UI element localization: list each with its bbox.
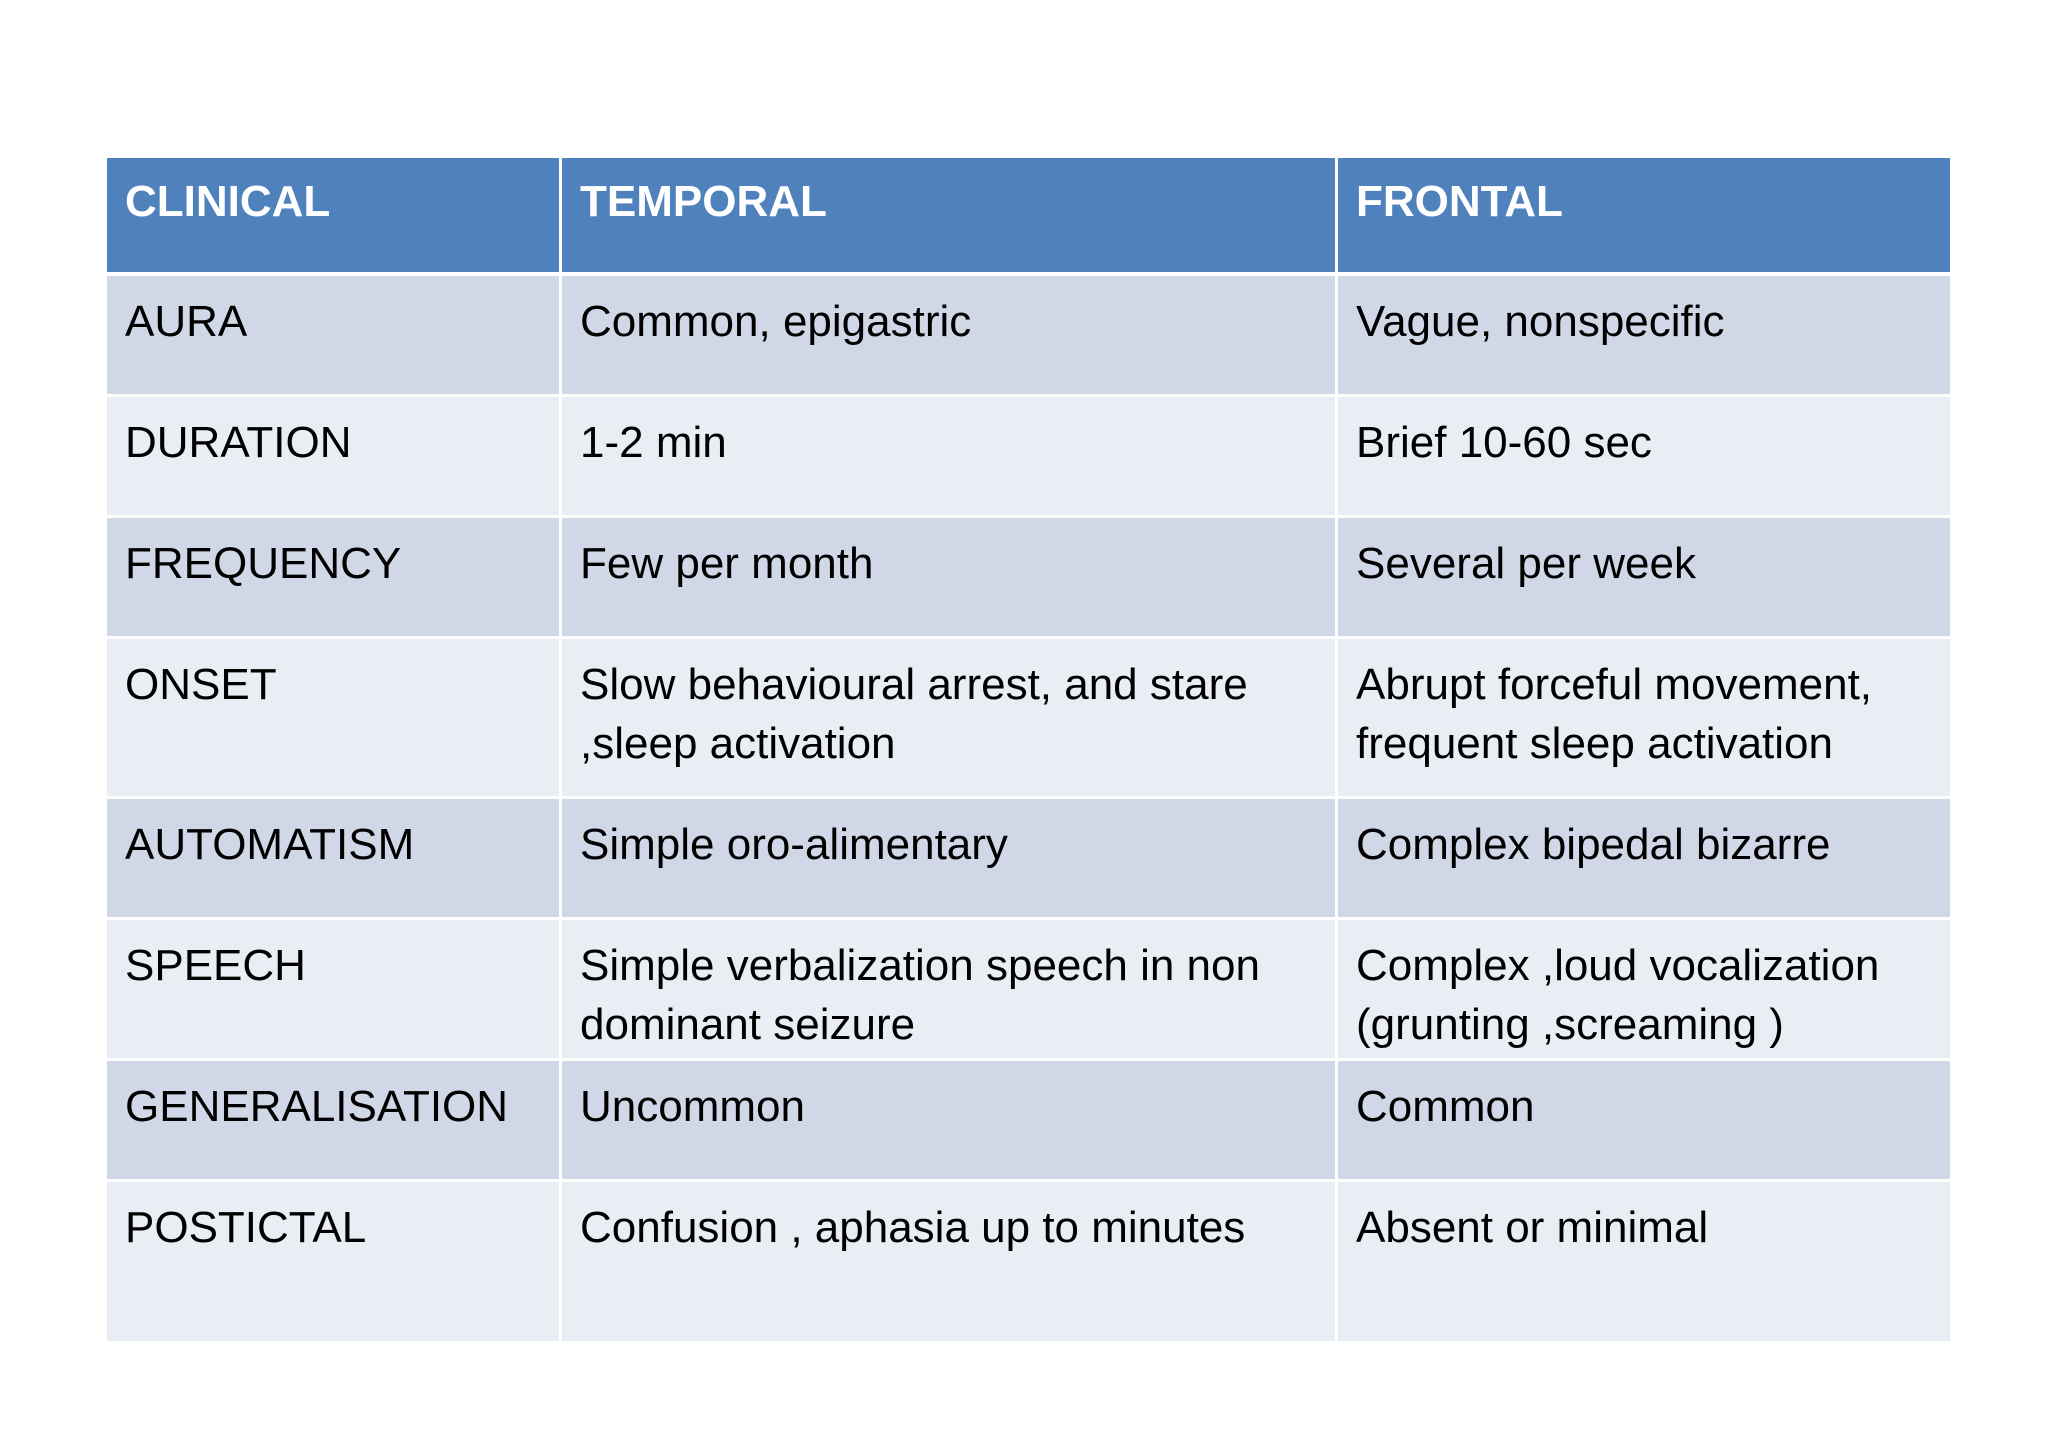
table-row — [106, 1181, 1952, 1343]
temporal-cell: Slow behavioural arrest, and stare ,sleep activation — [561, 638, 1337, 798]
frontal-cell: Brief 10-60 sec — [1337, 396, 1952, 517]
frontal-cell: Complex bipedal bizarre — [1337, 798, 1952, 919]
temporal-cell: 1-2 min — [561, 396, 1337, 517]
frontal-cell: Common — [1337, 1060, 1952, 1181]
row-label: GENERALISATION — [106, 1060, 561, 1181]
header-frontal: FRONTAL — [1337, 157, 1952, 275]
row-label: SPEECH — [106, 919, 561, 1060]
row-label: ONSET — [106, 638, 561, 798]
table-row — [106, 798, 1952, 919]
frontal-cell: Complex ,loud vocalization (grunting ,screaming ) — [1337, 919, 1952, 1060]
table-row — [106, 1060, 1952, 1181]
frontal-cell: Several per week — [1337, 517, 1952, 638]
comparison-table — [104, 155, 1953, 1344]
temporal-cell: Simple verbalization speech in non dominant seizure — [561, 919, 1337, 1060]
temporal-cell: Common, epigastric — [561, 274, 1337, 396]
header-clinical: CLINICAL — [106, 157, 561, 275]
frontal-cell: Absent or minimal — [1337, 1181, 1952, 1343]
row-label: FREQUENCY — [106, 517, 561, 638]
table-row — [106, 274, 1952, 396]
row-label: DURATION — [106, 396, 561, 517]
temporal-cell: Simple oro-alimentary — [561, 798, 1337, 919]
table-row — [106, 638, 1952, 798]
frontal-cell: Vague, nonspecific — [1337, 274, 1952, 396]
table-row — [106, 919, 1952, 1060]
temporal-cell: Uncommon — [561, 1060, 1337, 1181]
row-label: POSTICTAL — [106, 1181, 561, 1343]
temporal-cell: Few per month — [561, 517, 1337, 638]
header-temporal: TEMPORAL — [561, 157, 1337, 275]
temporal-cell: Confusion , aphasia up to minutes — [561, 1181, 1337, 1343]
table-header-row — [106, 157, 1952, 275]
table-row — [106, 396, 1952, 517]
frontal-cell: Abrupt forceful movement, frequent sleep activation — [1337, 638, 1952, 798]
table-row — [106, 517, 1952, 638]
row-label: AUTOMATISM — [106, 798, 561, 919]
row-label: AURA — [106, 274, 561, 396]
